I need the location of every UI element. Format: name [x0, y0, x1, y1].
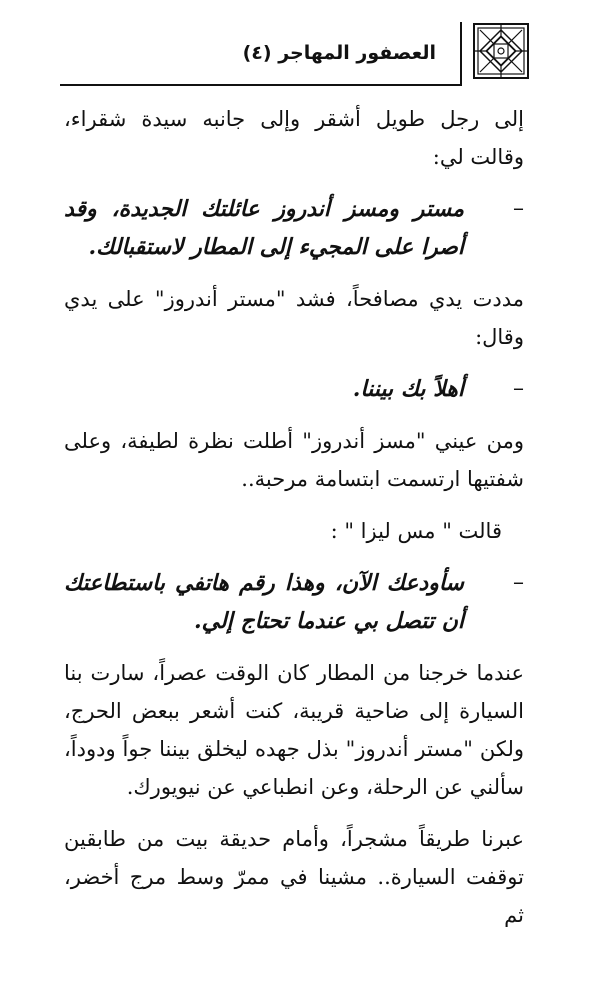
page-header: [60, 22, 530, 82]
paragraph: عبرنا طريقاً مشجراً، وأمام حديقة بيت من طابقين توقفت السيارة.. مشينا في ممرّ وسط مرج أخضر، ثم: [64, 827, 524, 927]
dialog-dash: –: [513, 570, 524, 595]
dialog-text: سأودعك الآن، وهذا رقم هاتفي باستطاعتك أن تتصل بي عندما تحتاج إلي.: [64, 570, 464, 634]
paragraph: قالت " مس ليزا " :: [330, 519, 502, 543]
body-text: [64, 100, 524, 948]
header-vertical-rule: [460, 22, 462, 86]
dialog-dash: –: [513, 376, 524, 401]
dialog-text: أهلاً بك بيننا.: [352, 376, 464, 402]
arabesque-ornament-icon: [472, 22, 530, 80]
dialog-dash: –: [513, 196, 524, 221]
running-header-title: العصفور المهاجر (٤): [242, 42, 436, 64]
paragraph: عندما خرجنا من المطار كان الوقت عصراً، سارت بنا السيارة إلى ضاحية قريبة، كنت أشعر ببعض الحرج، ولكن "مستر أندروز" بذل جهده ليخلق بيننا جواً ودوداً، سألني عن الرحلة، وعن انطباعي عن نيويورك.: [64, 661, 524, 799]
paragraph: مددت يدي مصافحاً، فشد "مستر أندروز" على يدي وقال:: [64, 287, 524, 349]
dialog-line: [64, 564, 524, 640]
dialog-line: [64, 370, 524, 408]
dialog-text: مستر ومسز أندروز عائلتك الجديدة، وقد أصرا على المجيء إلى المطار لاستقبالك.: [64, 196, 464, 260]
paragraph: إلى رجل طويل أشقر وإلى جانبه سيدة شقراء، وقالت لي:: [64, 107, 524, 169]
dialog-line: [64, 190, 524, 266]
paragraph: ومن عيني "مسز أندروز" أطلت نظرة لطيفة، وعلى شفتيها ارتسمت ابتسامة مرحبة..: [64, 429, 524, 491]
header-horizontal-rule: [60, 84, 460, 86]
